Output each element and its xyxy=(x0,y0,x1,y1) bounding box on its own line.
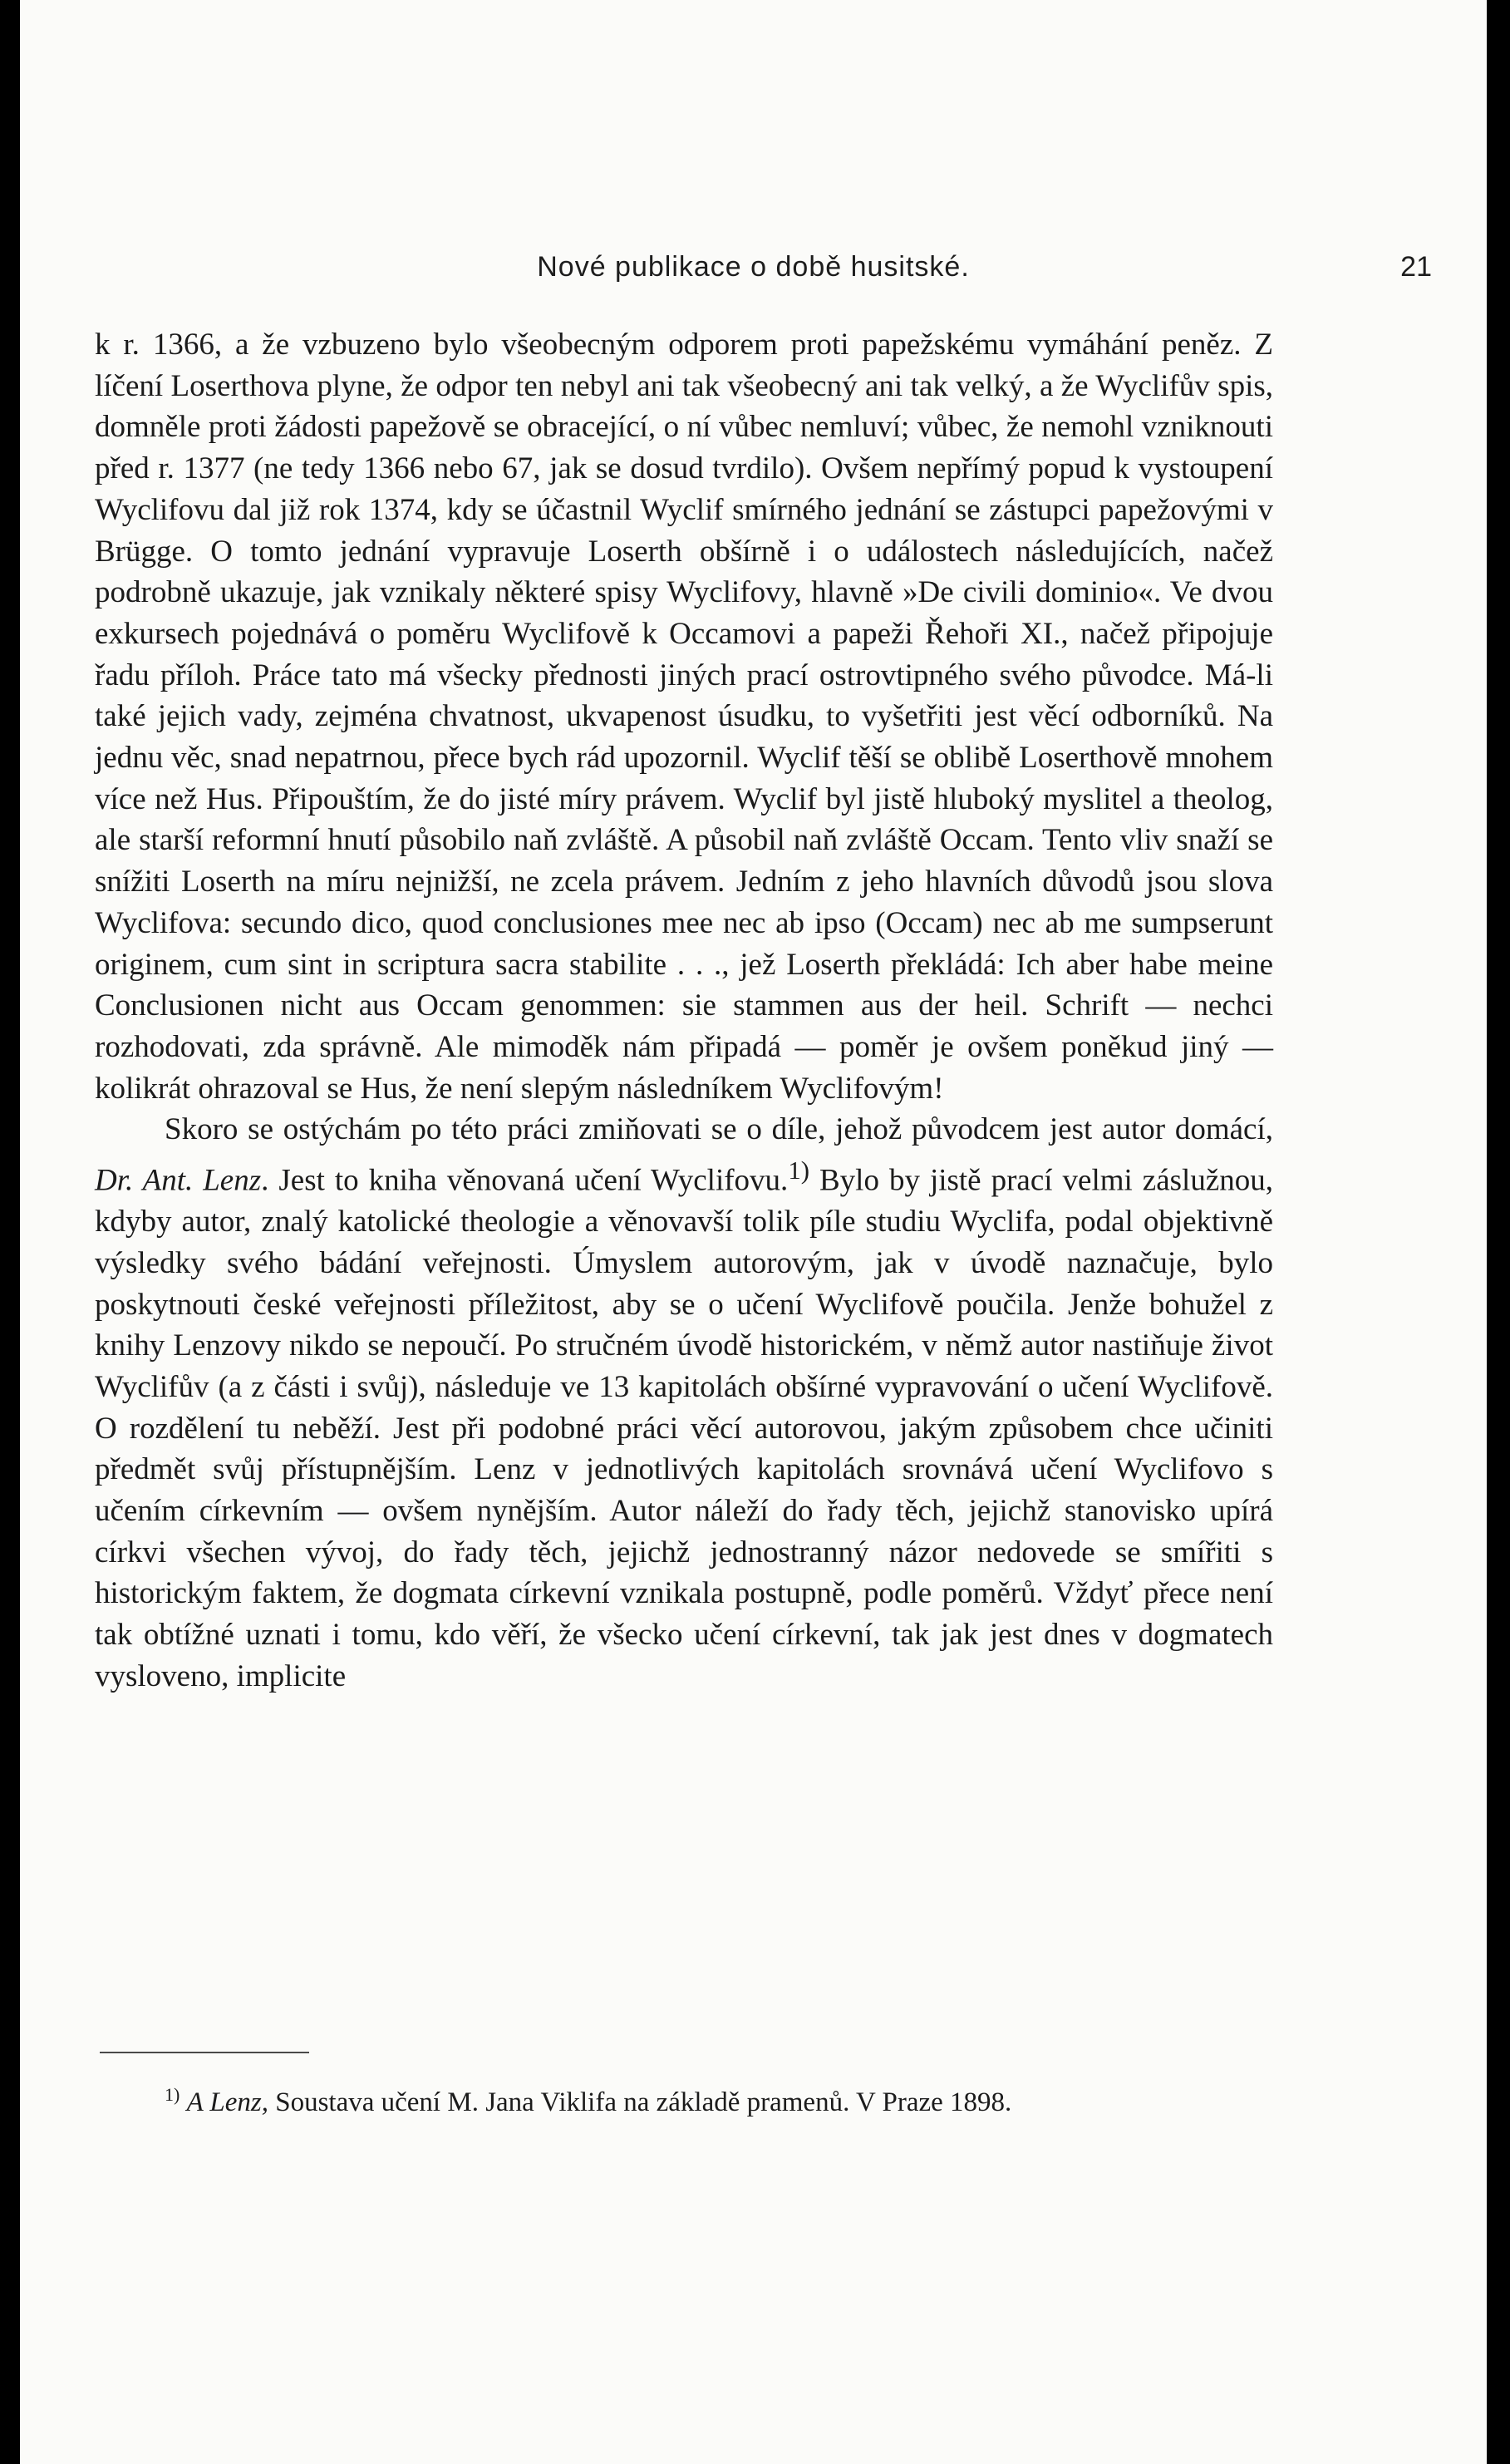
running-title: Nové publikace o době husitské. xyxy=(537,251,970,283)
book-page xyxy=(20,0,1487,2464)
paragraph-2-text-c: Bylo by jistě prací velmi záslužnou, kdyby autor, znalý katolické theologie a věnovavší tolik píle studiu Wyclifa, podal objektivně výsledky svého bádání veřejnosti. Úmyslem autorovým, jak v úvodě naznačuje, bylo poskytnouti české veřejnosti příležitost, aby se o učení Wyclifově poučila. Jenže bohužel z knihy Lenzovy nikdo se nepoučí. Po stručném úvodě historickém, v němž autor nastiňuje život Wyclifův (a z části i svůj), následuje ve 13 kapitolách obšírné vypravování o učení Wyclifově. O rozdělení tu neběží. Jest při podobné práci věcí autorovou, jakým způsobem chce učiniti předmět svůj přístupnějším. Lenz v jednotlivých kapitolách srovnává učení Wyclifovo s učením církevním — ovšem nynějším. Autor náleží do řady těch, jejichž stanovisko upírá církvi všechen vývoj, do řady těch, jejichž jednostranný názor nedovede se smířiti s historickým faktem, že dogmata církevní vznikala postupně, podle poměrů. Vždyť přece není tak obtížné uznati i tomu, kdo věří, že všecko učení církevní, tak jak jest dnes v dogmatech vysloveno, implicite xyxy=(95,1163,1273,1693)
paragraph-2 xyxy=(95,1109,1273,1697)
footnote xyxy=(95,2077,1273,2121)
footnote-author: A Lenz, xyxy=(186,2087,268,2117)
footnote-divider xyxy=(100,2052,309,2053)
paragraph-1-text: k r. 1366, a že vzbuzeno bylo všeobecným odporem proti papežskému vymáhání peněz. Z líčení Loserthova plyne, že odpor ten nebyl ani tak všeobecný ani tak velký, a že Wyclifův spis, domněle proti žádosti papežově se obracející, o ní vůbec nemluví; vůbec, že nemohl vzniknouti před r. 1377 (ne tedy 1366 nebo 67, jak se dosud tvrdilo). Ovšem nepřímý popud k vystoupení Wyclifovu dal již rok 1374, kdy se účastnil Wyclif smírného jednání se zástupci papežovými v Brügge. O tomto jednání vypravuje Loserth obšírně i o událostech následujících, načež podrobně ukazuje, jak vznikaly některé spisy Wyclifovy, hlavně »De civili dominio«. Ve dvou exkursech pojednává o poměru Wyclifově k Occamovi a papeži Řehoři XI., načež připojuje řadu příloh. Práce tato má všecky přednosti jiných prací ostrovtipného svého původce. Má-li také jejich vady, zejména chvatnost, ukvapenost úsudku, to vyšetřiti jest věcí odborníků. Na jednu věc, snad nepatrnou, přece bych rád upozornil. Wyclif těší se oblibě Loserthově mnohem více než Hus. Připouštím, že do jisté míry právem. Wyclif byl jistě hluboký myslitel a theolog, ale starší reformní hnutí působilo naň zvláště. A působil naň zvláště Occam. Tento vliv snaží se snížiti Loserth na míru nejnižší, ne zcela právem. Jedním z jeho hlavních důvodů jsou slova Wyclifova: secundo dico, quod conclusiones mee nec ab ipso (Occam) nec ab me sumpserunt originem, cum sint in scriptura sacra stabilite . . ., jež Loserth překládá: Ich aber habe meine Conclusionen nicht aus Occam genommen: sie stammen aus der heil. Schrift — nechci rozhodovati, zda správně. Ale mimoděk nám připadá — poměr je ovšem poněkud jiný — kolikrát ohrazoval se Hus, že není slepým následníkem Wyclifovým! xyxy=(95,328,1273,1106)
paragraph-2-text-a: Skoro se ostýchám po této práci zmiňovati se o díle, jehož původcem jest autor domácí, xyxy=(165,1112,1273,1147)
footnote-text: Soustava učení M. Jana Viklifa na základě pramenů. V Praze 1898. xyxy=(268,2087,1012,2117)
footnote-reference: 1) xyxy=(788,1156,809,1185)
footnote-marker: 1) xyxy=(165,2084,180,2105)
page-header xyxy=(20,251,1487,289)
paragraph-2-text-b: . Jest to kniha věnovaná učení Wyclifovu. xyxy=(261,1163,789,1198)
page-number: 21 xyxy=(1400,251,1432,283)
body-text xyxy=(95,324,1273,1698)
author-name-lenz: Dr. Ant. Lenz xyxy=(95,1163,262,1198)
paragraph-1 xyxy=(95,324,1273,1109)
